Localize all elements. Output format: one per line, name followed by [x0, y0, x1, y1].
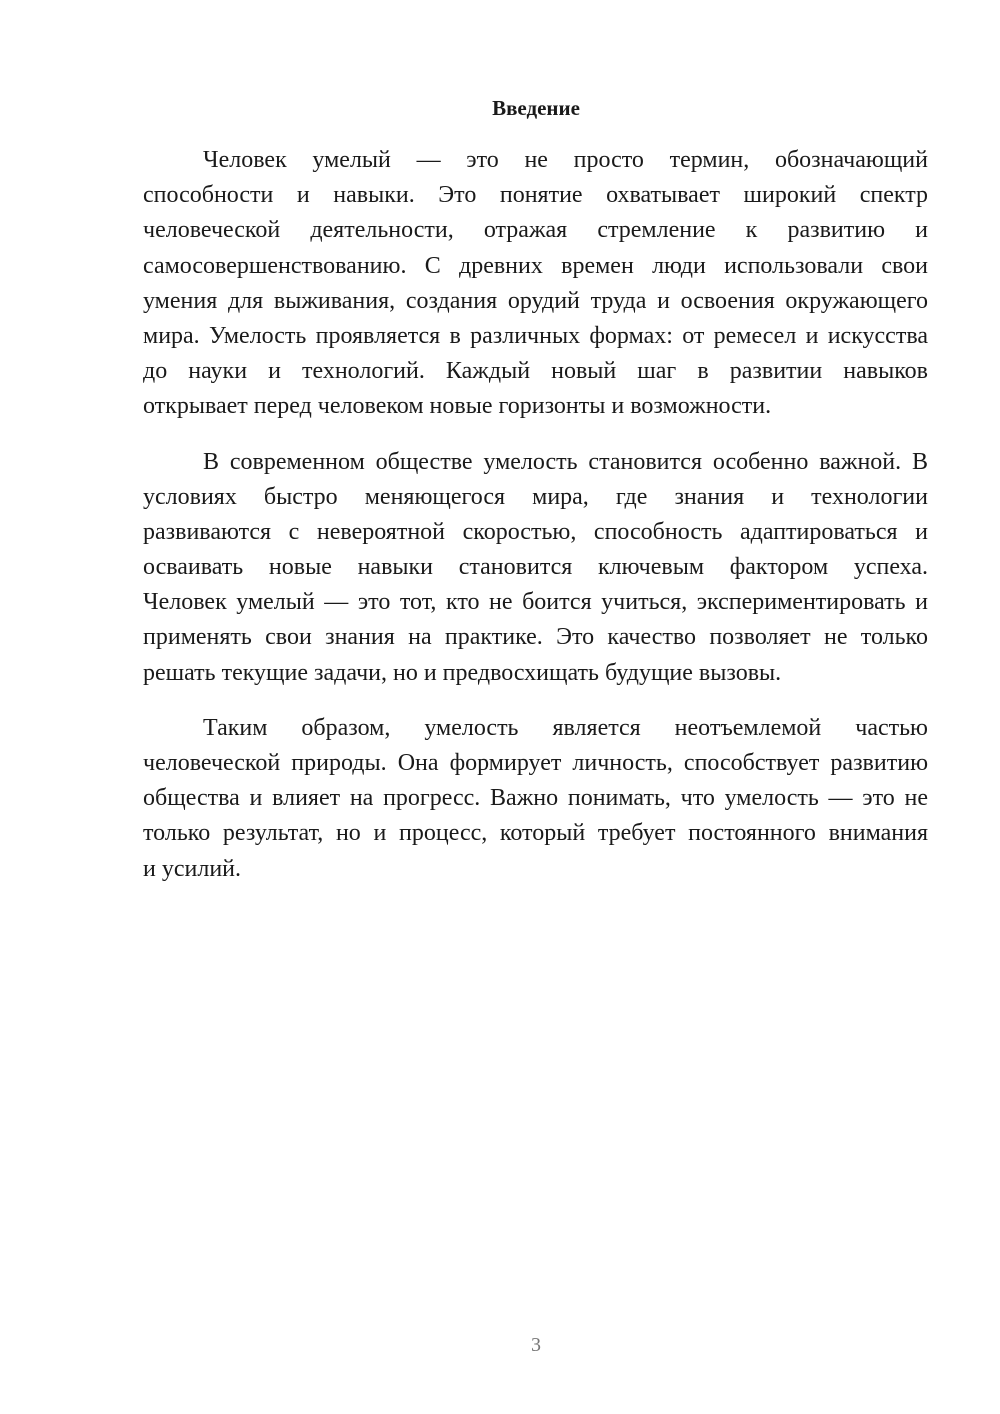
- text-line: человеческой деятельности, отражая стремление к развитию и: [143, 217, 928, 244]
- text-line: условиях быстро меняющегося мира, где знания и технологии: [143, 483, 928, 510]
- text-line: до науки и технологий. Каждый новый шаг в развитии навыков: [143, 358, 928, 385]
- text-line: Таким образом, умелость является неотъемлемой частью: [203, 714, 928, 741]
- document-body: [143, 143, 928, 907]
- text-line: В современном обществе умелость становится особенно важной. В: [203, 448, 928, 475]
- text-line: способности и навыки. Это понятие охватывает широкий спектр: [143, 182, 928, 209]
- text-line: решать текущие задачи, но и предвосхищать будущие вызовы.: [143, 659, 782, 686]
- text-line: развиваются с невероятной скоростью, способность адаптироваться и: [143, 518, 928, 545]
- page-number: 3: [531, 1334, 541, 1356]
- text-line: умения для выживания, создания орудий труда и освоения окружающего: [143, 287, 928, 314]
- text-line: мира. Умелость проявляется в различных формах: от ремесел и искусства: [143, 322, 928, 349]
- text-line: применять свои знания на практике. Это качество позволяет не только: [143, 624, 928, 651]
- paragraph: [143, 143, 928, 425]
- text-line: только результат, но и процесс, который требует постоянного внимания: [143, 820, 928, 847]
- text-line: Человек умелый — это тот, кто не боится учиться, экспериментировать и: [143, 589, 928, 616]
- text-line: открывает перед человеком новые горизонты и возможности.: [143, 393, 772, 420]
- text-line: и усилий.: [143, 855, 242, 882]
- text-line: Человек умелый — это не просто термин, обозначающий: [203, 147, 928, 173]
- text-line: самосовершенствованию. С древних времен люди использовали свои: [143, 252, 928, 279]
- paragraph: [143, 445, 928, 691]
- section-title: Введение: [492, 96, 580, 120]
- paragraph: [143, 711, 928, 887]
- text-line: осваивать новые навыки становится ключевым фактором успеха.: [143, 554, 928, 581]
- text-line: человеческой природы. Она формирует личность, способствует развитию: [143, 750, 928, 776]
- text-line: общества и влияет на прогресс. Важно понимать, что умелость — это не: [143, 785, 928, 812]
